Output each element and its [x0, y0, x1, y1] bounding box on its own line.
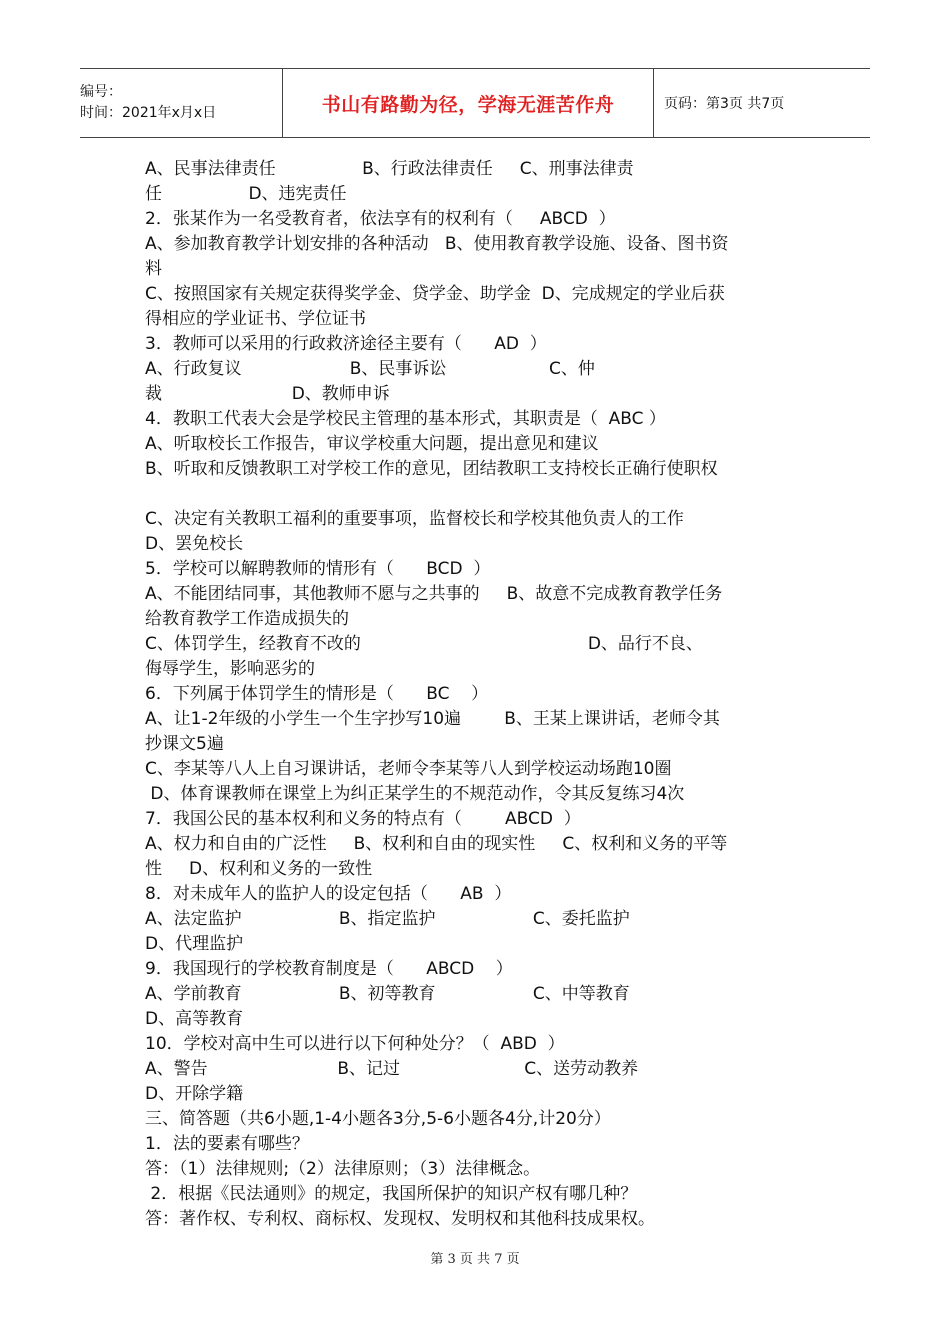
text-line: 答：著作权、专利权、商标权、发现权、发明权和其他科技成果权。 [145, 1209, 655, 1229]
text-line: A、学前教育 B、初等教育 C、中等教育 [145, 984, 630, 1004]
motto-text: 书山有路勤为径，学海无涯苦作舟 [321, 93, 615, 116]
text-line: 料 [145, 259, 162, 279]
text-line: C、决定有关教职工福利的重要事项，监督校长和学校其他负责人的工作 [145, 509, 684, 529]
text-line: D、体育课教师在课堂上为纠正某学生的不规范动作，令其反复练习4次 [145, 784, 685, 804]
text-line: 9．我国现行的学校教育制度是（ ABCD ） [145, 959, 513, 979]
text-line: A、法定监护 B、指定监护 C、委托监护 [145, 909, 630, 929]
text-line: D、罢免校长 [145, 534, 244, 554]
text-line: C、李某等八人上自习课讲话，老师令李某等八人到学校运动场跑10圈 [145, 759, 672, 779]
text-line: A、不能团结同事，其他教师不愿与之共事的 B、故意不完成教育教学任务 [145, 584, 723, 604]
document-date: 时间：2021年x月x日 [80, 105, 217, 121]
text-line: C、体罚学生，经教育不改的 D、品行不良、 [145, 634, 703, 654]
text-line: 2．根据《民法通则》的规定，我国所保护的知识产权有哪几种？ [145, 1184, 638, 1204]
text-line: 4．教职工代表大会是学校民主管理的基本形式，其职责是（ ABC ） [145, 409, 666, 429]
text-line: 1．法的要素有哪些？ [145, 1134, 309, 1154]
text-line: 3．教师可以采用的行政救济途径主要有（ AD ） [145, 334, 547, 354]
text-line: 三、简答题（共6小题,1-4小题各3分,5-6小题各4分,计20分） [145, 1109, 611, 1129]
header-page-info [654, 69, 870, 137]
text-line: C、按照国家有关规定获得奖学金、贷学金、助学金 D、完成规定的学业后获 [145, 284, 725, 304]
text-line: 任 D、违宪责任 [145, 184, 347, 204]
document-body [145, 157, 815, 1232]
text-line: A、听取校长工作报告，审议学校重大问题，提出意见和建议 [145, 434, 599, 454]
text-line: A、权力和自由的广泛性 B、权利和自由的现实性 C、权利和义务的平等 [145, 834, 728, 854]
text-line: A、行政复议 B、民事诉讼 C、仲 [145, 359, 595, 379]
text-line: 给教育教学工作造成损失的 [145, 609, 349, 629]
text-line: D、高等教育 [145, 1009, 244, 1029]
text-line: A、民事法律责任 B、行政法律责任 C、刑事法律责 [145, 159, 634, 179]
page-footer: 第 3 页 共 7 页 [430, 1252, 520, 1267]
text-line: 抄课文5遍 [145, 734, 224, 754]
text-line: 侮辱学生，影响恶劣的 [145, 659, 315, 679]
text-line: 6．下列属于体罚学生的情形是（ BC ） [145, 684, 489, 704]
text-line [145, 482, 815, 507]
document-number-label: 编号： [80, 84, 122, 100]
text-line: 性 D、权利和义务的一致性 [145, 859, 373, 879]
text-line: 7．我国公民的基本权利和义务的特点有（ ABCD ） [145, 809, 581, 829]
text-line: 裁 D、教师申诉 [145, 384, 390, 404]
header-meta [80, 69, 282, 137]
page-info-text: 页码：第3页 共7页 [664, 96, 785, 112]
page-header [80, 68, 870, 138]
text-line: B、听取和反馈教职工对学校工作的意见，团结教职工支持校长正确行使职权 [145, 459, 718, 479]
text-line: A、让1-2年级的小学生一个生字抄写10遍 B、王某上课讲话，老师令其 [145, 709, 720, 729]
text-line: A、参加教育教学计划安排的各种活动 B、使用教育教学设施、设备、图书资 [145, 234, 729, 254]
text-line: 5．学校可以解聘教师的情形有（ BCD ） [145, 559, 491, 579]
text-line: D、代理监护 [145, 934, 244, 954]
text-line: 2．张某作为一名受教育者，依法享有的权利有（ ABCD ） [145, 209, 616, 229]
text-line: 得相应的学业证书、学位证书 [145, 309, 366, 329]
text-line: A、警告 B、记过 C、送劳动教养 [145, 1059, 639, 1079]
text-line: 答：（1）法律规则;（2）法律原则；（3）法律概念。 [145, 1159, 541, 1179]
text-line: 10．学校对高中生可以进行以下何种处分？（ ABD ） [145, 1034, 565, 1054]
header-motto [282, 69, 654, 137]
text-line: 8．对未成年人的监护人的设定包括（ AB ） [145, 884, 512, 904]
text-line: D、开除学籍 [145, 1084, 244, 1104]
